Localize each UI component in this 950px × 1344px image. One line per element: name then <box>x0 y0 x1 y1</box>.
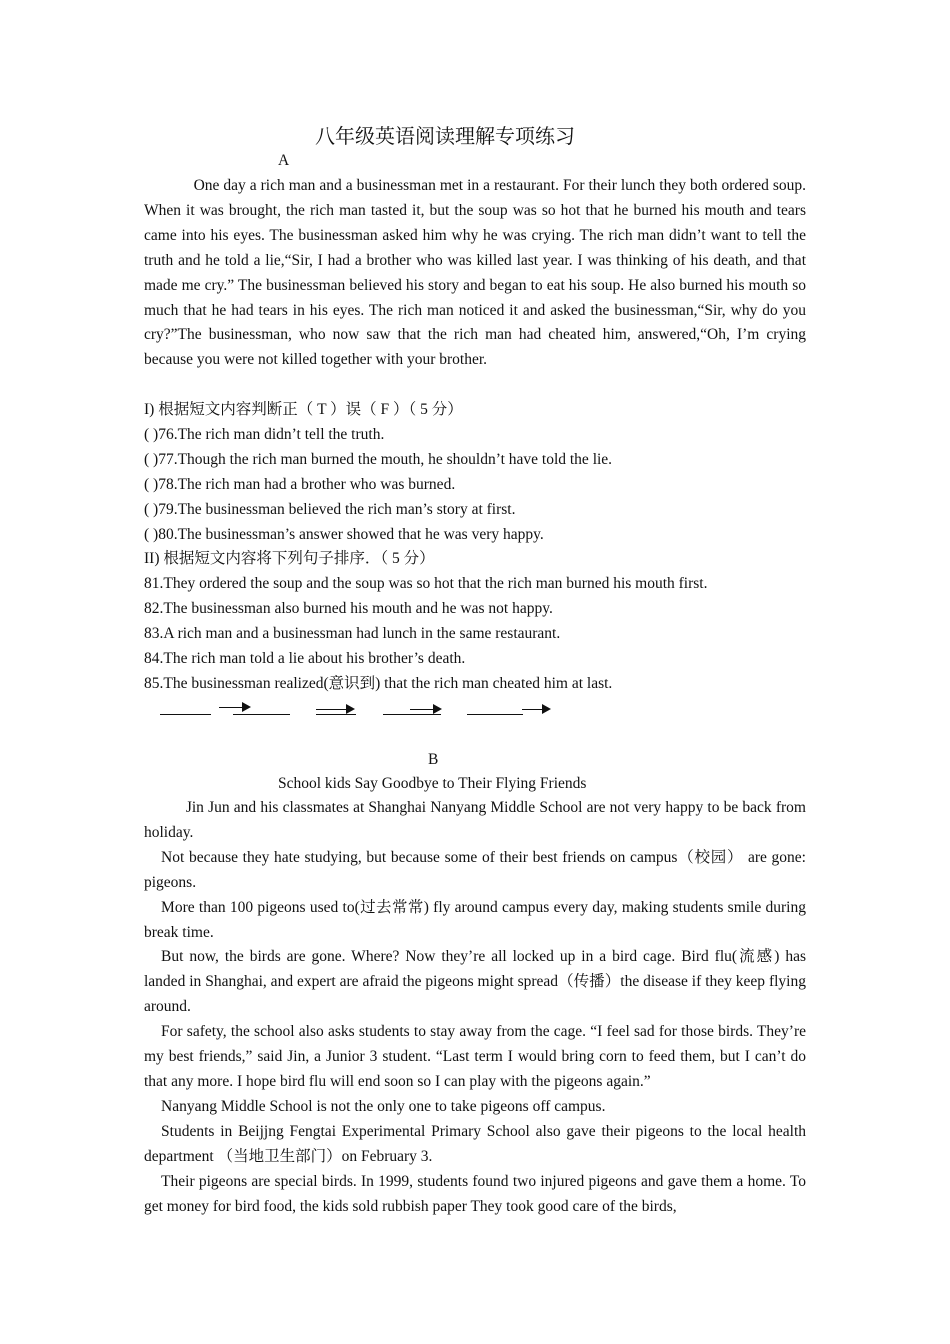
paragraph: Students in Beijjng Fengtai Experimental Primary School also gave their pigeons to the local health department （当地卫生部门）on February 3. <box>144 1122 806 1165</box>
order-item-82: 82.The businessman also burned his mouth and he was not happy. <box>144 600 553 617</box>
order-item-81: 81.They ordered the soup and the soup was so hot that the rich man burned his mouth first. <box>144 575 708 592</box>
part1-heading: I) 根据短文内容判断正（ T ）误（ F ）（ 5 分） <box>144 401 463 418</box>
paragraph: More than 100 pigeons used to(过去常常) fly around campus every day, making students smile during break time. <box>144 898 806 941</box>
order-item-84: 84.The rich man told a lie about his brother’s death. <box>144 650 466 667</box>
story-title: School kids Say Goodbye to Their Flying Friends <box>278 775 587 792</box>
arrow-icon <box>522 709 549 710</box>
passage-a: One day a rich man and a businessman met in a restaurant. For their lunch they both ordered soup. When it was brought, the rich man tasted it, but the soup was so hot that he burned his mouth and tears came into his eyes. The businessman asked him why he was crying. The rich man didn’t want to tell the truth and he told a lie,“Sir, I had a brother who was killed last year. I was thinking of his death, and that made me cry.” The businessman believed his story and began to eat his soup. He also burned his mouth so much that he had tears in his eyes. The rich man noticed it and asked the businessman,“Sir, why do you cry?”The businessman, who now saw that the rich man had cheated him, answered,“Oh, I’m crying because you were not killed together with your brother. <box>144 177 806 369</box>
paragraph: Not because they hate studying, but because some of their best friends on campus（校园） are gone: pigeons. <box>144 848 806 891</box>
order-answer-blank-1[interactable] <box>160 714 211 715</box>
tf-item-76: ( )76.The rich man didn’t tell the truth. <box>144 426 385 443</box>
part2-heading: II) 根据短文内容将下列句子排序．（ 5 分） <box>144 550 435 567</box>
paragraph: Nanyang Middle School is not the only one to take pigeons off campus. <box>161 1097 606 1115</box>
order-item-83: 83.A rich man and a businessman had lunch in the same restaurant. <box>144 625 561 642</box>
order-answer-blank-5[interactable] <box>467 714 523 715</box>
section-b-passage-block <box>144 796 806 1219</box>
paragraph: Jin Jun and his classmates at Shanghai Nanyang Middle School are not very happy to be back from holiday. <box>144 799 806 841</box>
tf-item-80: ( )80.The businessman’s answer showed that he was very happy. <box>144 526 544 543</box>
paragraph: For safety, the school also asks students to stay away from the cage. “I feel sad for those birds. They’re my best friends,” said Jin, a Junior 3 student. “Last term I would bring corn to feed them, but I can’t do that any more. I hope bird flu will end soon so I can play with the pigeons again.” <box>144 1023 806 1090</box>
arrow-icon <box>410 709 440 710</box>
order-answer-blank-3[interactable] <box>316 714 356 715</box>
arrow-icon <box>316 709 353 710</box>
tf-item-78: ( )78.The rich man had a brother who was burned. <box>144 476 456 493</box>
order-answer-blank-2[interactable] <box>233 714 290 715</box>
section-a-passage-block <box>144 174 806 373</box>
order-answer-blank-4[interactable] <box>383 714 441 715</box>
paragraph: Their pigeons are special birds. In 1999, students found two injured pigeons and gave them a home. To get money for bird food, the kids sold rubbish paper They took good care of the birds, <box>144 1172 806 1215</box>
section-b-heading: B <box>428 751 439 768</box>
paragraph: But now, the birds are gone. Where? Now they’re all locked up in a bird cage. Bird flu(流感) has landed in Shanghai, and expert are afraid the pigeons might spread（传播）the disease if they keep flying around. <box>144 948 806 1016</box>
tf-item-77: ( )77.Though the rich man burned the mouth, he shouldn’t have told the lie. <box>144 451 613 468</box>
page-title: 八年级英语阅读理解专项练习 <box>315 124 575 148</box>
order-item-85: 85.The businessman realized(意识到) that the rich man cheated him at last. <box>144 675 613 692</box>
tf-item-79: ( )79.The businessman believed the rich man’s story at first. <box>144 501 516 518</box>
arrow-icon <box>219 707 249 708</box>
section-a-heading: A <box>278 152 290 169</box>
